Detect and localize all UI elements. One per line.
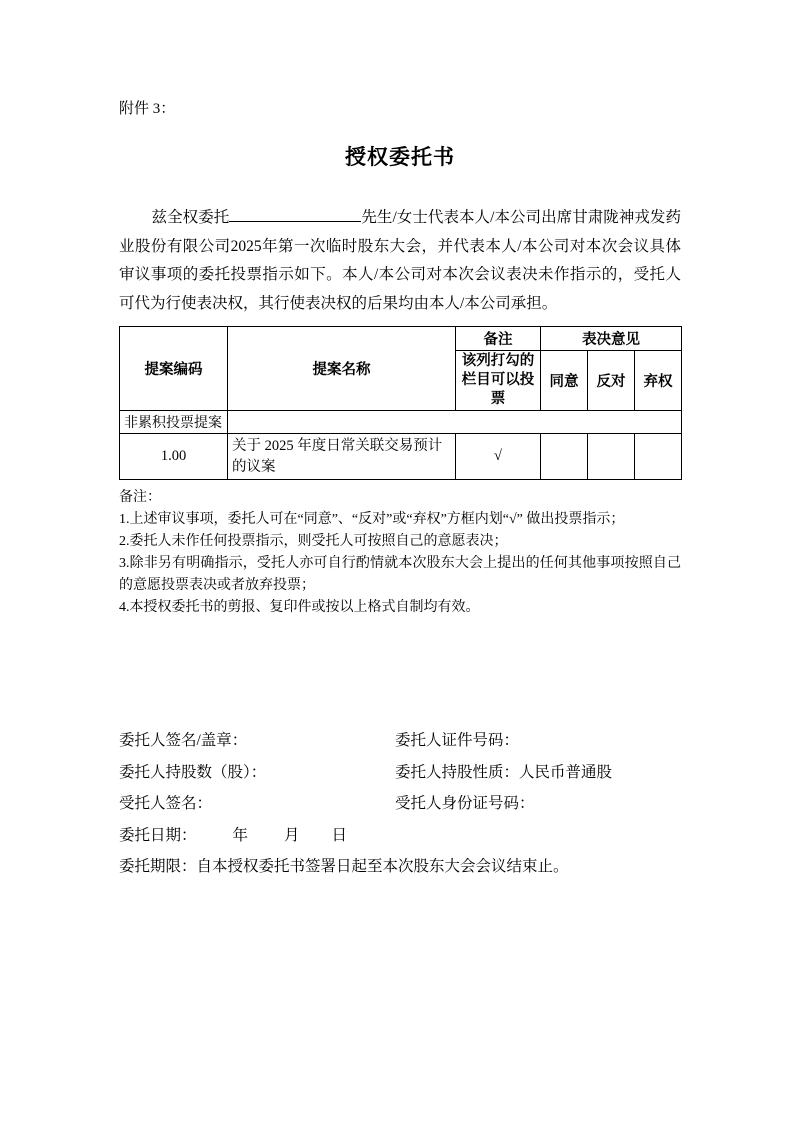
date-label: 委托日期： [119,826,197,844]
date-row [119,820,681,852]
against-cell [588,434,635,480]
proxy-name-blank [229,208,361,222]
table-row [120,434,682,480]
col-header-proposal-name: 提案名称 [228,327,456,411]
col-header-proposal-code: 提案编码 [120,327,228,411]
note-item: 4.本授权委托书的剪报、复印件或按以上格式自制均有效。 [119,600,480,615]
proposal-code-cell: 1.00 [120,434,228,480]
signature-row [119,788,681,820]
col-header-remark: 备注 [456,327,541,351]
remark-check-cell: √ [456,434,541,480]
notes-section [119,487,681,619]
section-row [120,411,682,434]
voting-table [119,326,682,480]
term-row: 委托期限：自本授权委托书签署日起至本次股东大会会议结束止。 [119,858,569,875]
signature-row [119,725,681,757]
signature-row [119,757,681,789]
note-item: 3.除非另有明确指示，受托人亦可自行酌情就本次股东大会上提出的任何其他事项按照自己的意愿投票表决或者放弃投票； [119,556,681,593]
col-header-against: 反对 [588,351,635,411]
abstain-cell [635,434,682,480]
principal-shares-label: 委托人持股数（股）： [119,763,267,781]
trustee-signature-label: 受托人签名： [119,795,213,812]
agree-cell [541,434,588,480]
date-day-label: 日 [331,826,348,844]
principal-share-type-label: 委托人持股性质：人民币普通股 [395,763,613,781]
principal-signature-label: 委托人签名/盖章： [119,732,248,749]
date-year-label: 年 [232,826,249,844]
col-header-remark-sub: 该列打勾的栏目可以投票 [456,351,541,411]
document-title: 授权委托书 [345,145,455,169]
trustee-id-label: 受托人身份证号码： [395,795,535,812]
section-row-label: 非累积投票提案 [120,411,228,434]
principal-id-label: 委托人证件号码： [395,732,520,749]
section-row-rest [228,411,682,434]
col-header-abstain: 弃权 [635,351,682,411]
notes-title: 备注： [119,490,161,505]
note-item: 2.委托人未作任何投票指示，则受托人可按照自己的意愿表决； [119,534,508,549]
attachment-label: 附件 3： [119,101,176,117]
col-header-agree: 同意 [541,351,588,411]
proposal-name-cell: 关于 2025 年度日常关联交易预计的议案 [228,434,456,480]
table-header-row-1 [120,327,682,351]
date-month-label: 月 [284,826,300,844]
intro-paragraph [119,204,681,318]
signature-section [119,725,681,883]
col-header-vote-opinion: 表决意见 [541,327,682,351]
intro-prefix: 兹全权委托 [151,209,230,226]
intro-suffix: 先生/女士代表本人/本公司出席甘肃陇神戎发药业股份有限公司2025年第一次临时股东大会，并代表本人/本公司对本次会议具体审议事项的委托投票指示如下。本人/本公司对本次会议表决未作指示的，受托人可代为行使表决权，其行使表决权的后果均由本人/本公司承担。 [119,209,681,312]
note-item: 1.上述审议事项，委托人可在“同意”、“反对”或“弃权”方框内划“√” 做出投票指示； [119,512,625,527]
